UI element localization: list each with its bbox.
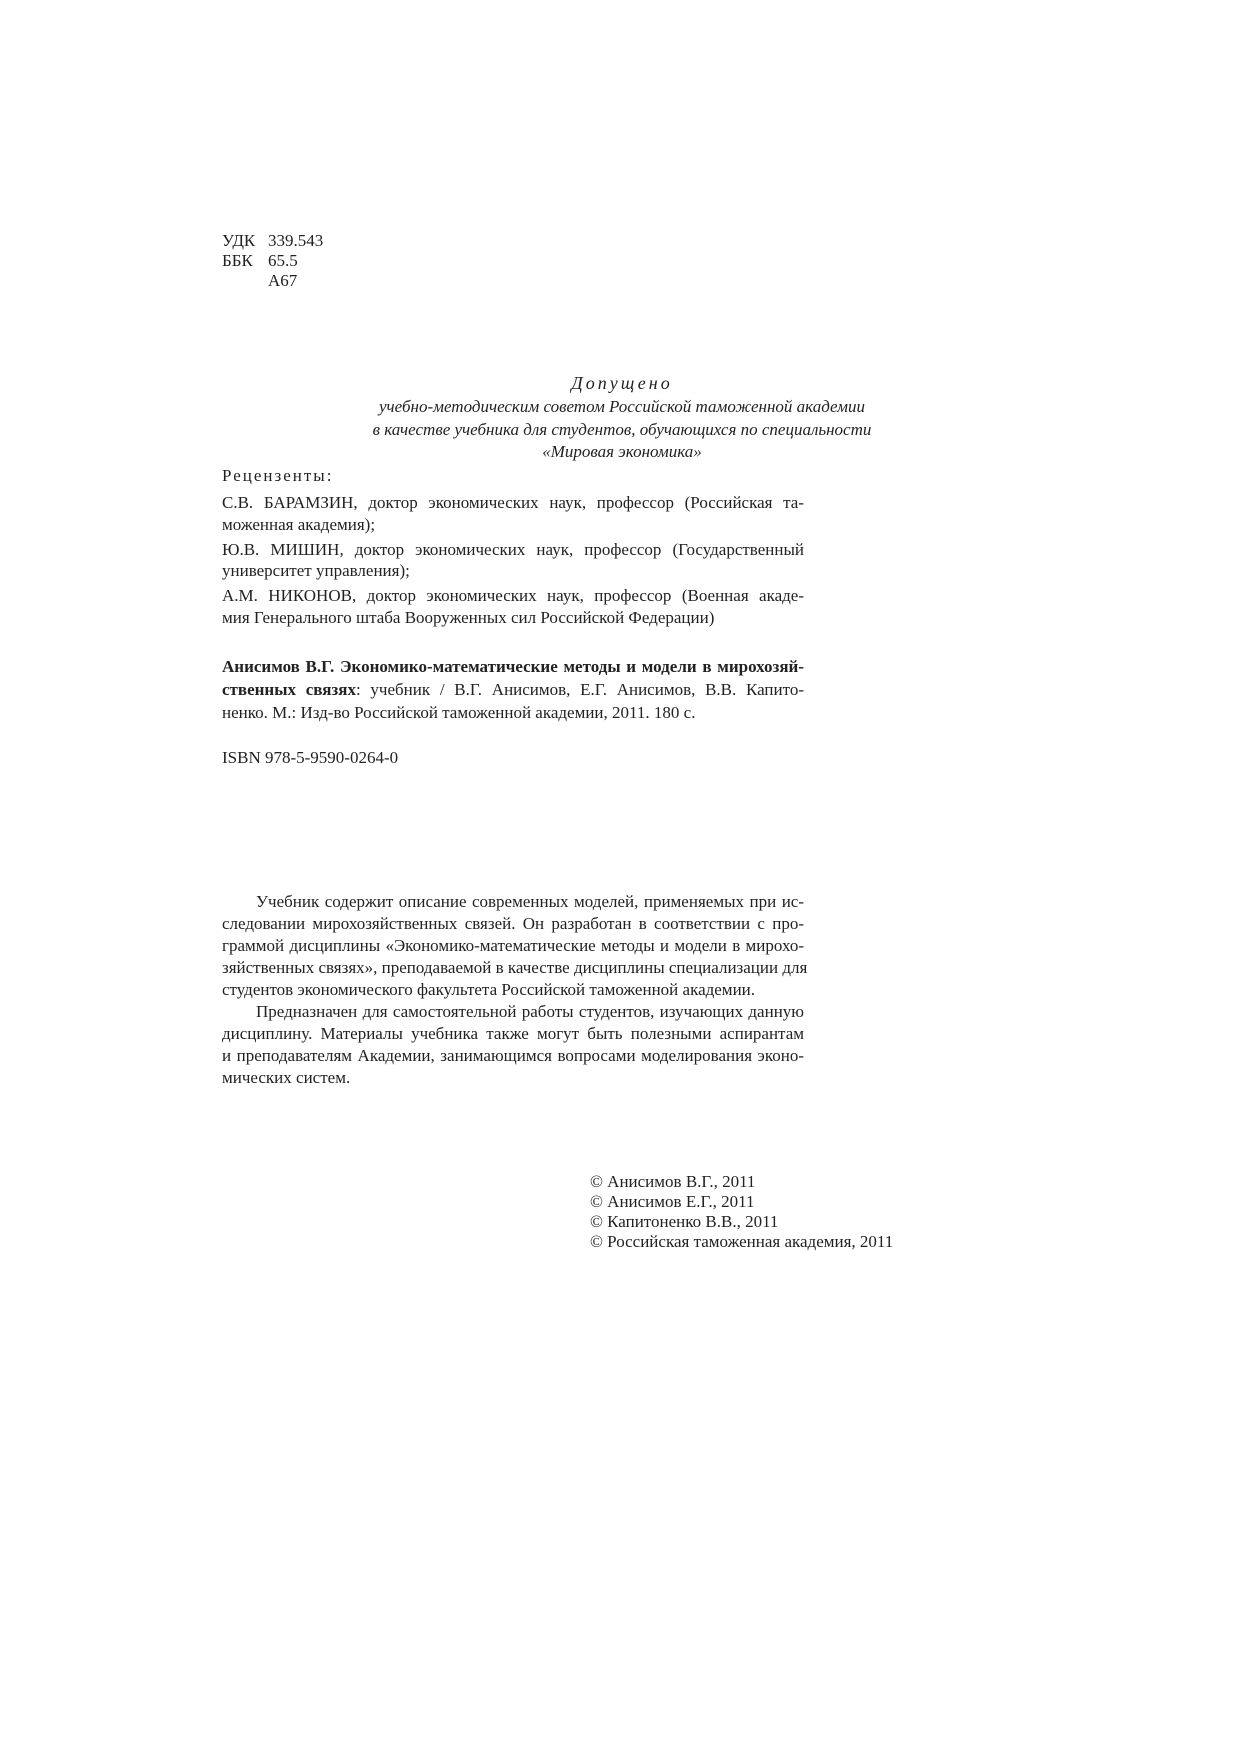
bib-line-2 [222, 679, 804, 701]
copyright-line: © Российская таможенная академия, 2011 [590, 1232, 894, 1251]
abstract-line: следовании мирохозяйственных связей. Он разработан в соответствии с про- [222, 914, 804, 933]
approval-line: учебно-методическим советом Российской таможенной академии [379, 397, 865, 416]
udk-label: УДК [222, 231, 256, 250]
abstract-line: Учебник содержит описание современных моделей, применяемых при ис- [256, 892, 804, 911]
abstract-line: студентов экономического факультета Российской таможенной академии. [222, 980, 756, 999]
approval-line: «Мировая экономика» [542, 442, 702, 461]
reviewer-line: мия Генерального штаба Вооруженных сил Российской Федерации) [222, 608, 715, 627]
reviewer-line: университет управления); [222, 561, 410, 580]
approval-heading: Допущено [571, 373, 673, 393]
approval-line: в качестве учебника для студентов, обучающихся по специальности [372, 420, 872, 439]
bbk-value: 65.5 [268, 251, 298, 270]
abstract-line: и преподавателям Академии, занимающимся вопросами моделирования эконо- [222, 1046, 804, 1065]
abstract-line: Предназначен для самостоятельной работы студентов, изучающих данную [256, 1002, 804, 1021]
reviewer-line: моженная академия); [222, 515, 376, 534]
abstract-line: дисциплину. Материалы учебника также могут быть полезными аспирантам [222, 1024, 804, 1043]
reviewer-line: Ю.В. МИШИН, доктор экономических наук, профессор (Государственный [222, 540, 804, 559]
bib-authors: : учебник / В.Г. Анисимов, Е.Г. Анисимов, В.В. Капито- [355, 680, 804, 699]
isbn: ISBN 978-5-9590-0264-0 [222, 748, 399, 767]
bib-title-end: ственных связях [222, 680, 356, 699]
abstract-line: граммой дисциплины «Экономико-математические методы и модели в мирохо- [222, 936, 804, 955]
copyright-line: © Анисимов Е.Г., 2011 [590, 1192, 755, 1211]
copyright-line: © Анисимов В.Г., 2011 [590, 1172, 756, 1191]
bib-title-line: Анисимов В.Г. Экономико-математические методы и модели в мирохозяй- [222, 657, 804, 676]
reviewer-line: С.В. БАРАМЗИН, доктор экономических наук, профессор (Российская та- [222, 493, 804, 512]
bbk-label: ББК [222, 251, 253, 270]
reviewer-line: А.М. НИКОНОВ, доктор экономических наук, профессор (Военная акаде- [222, 586, 804, 605]
bib-line-3: ненко. М.: Изд-во Российской таможенной академии, 2011. 180 с. [222, 703, 696, 722]
reviewers-heading: Рецензенты: [222, 466, 334, 485]
author-mark: А67 [268, 271, 298, 290]
abstract-line: зяйственных связях», преподаваемой в качестве дисциплины специализации для [222, 958, 808, 977]
udk-value: 339.543 [268, 231, 324, 250]
abstract-line: мических систем. [222, 1068, 351, 1087]
copyright-line: © Капитоненко В.В., 2011 [590, 1212, 779, 1231]
